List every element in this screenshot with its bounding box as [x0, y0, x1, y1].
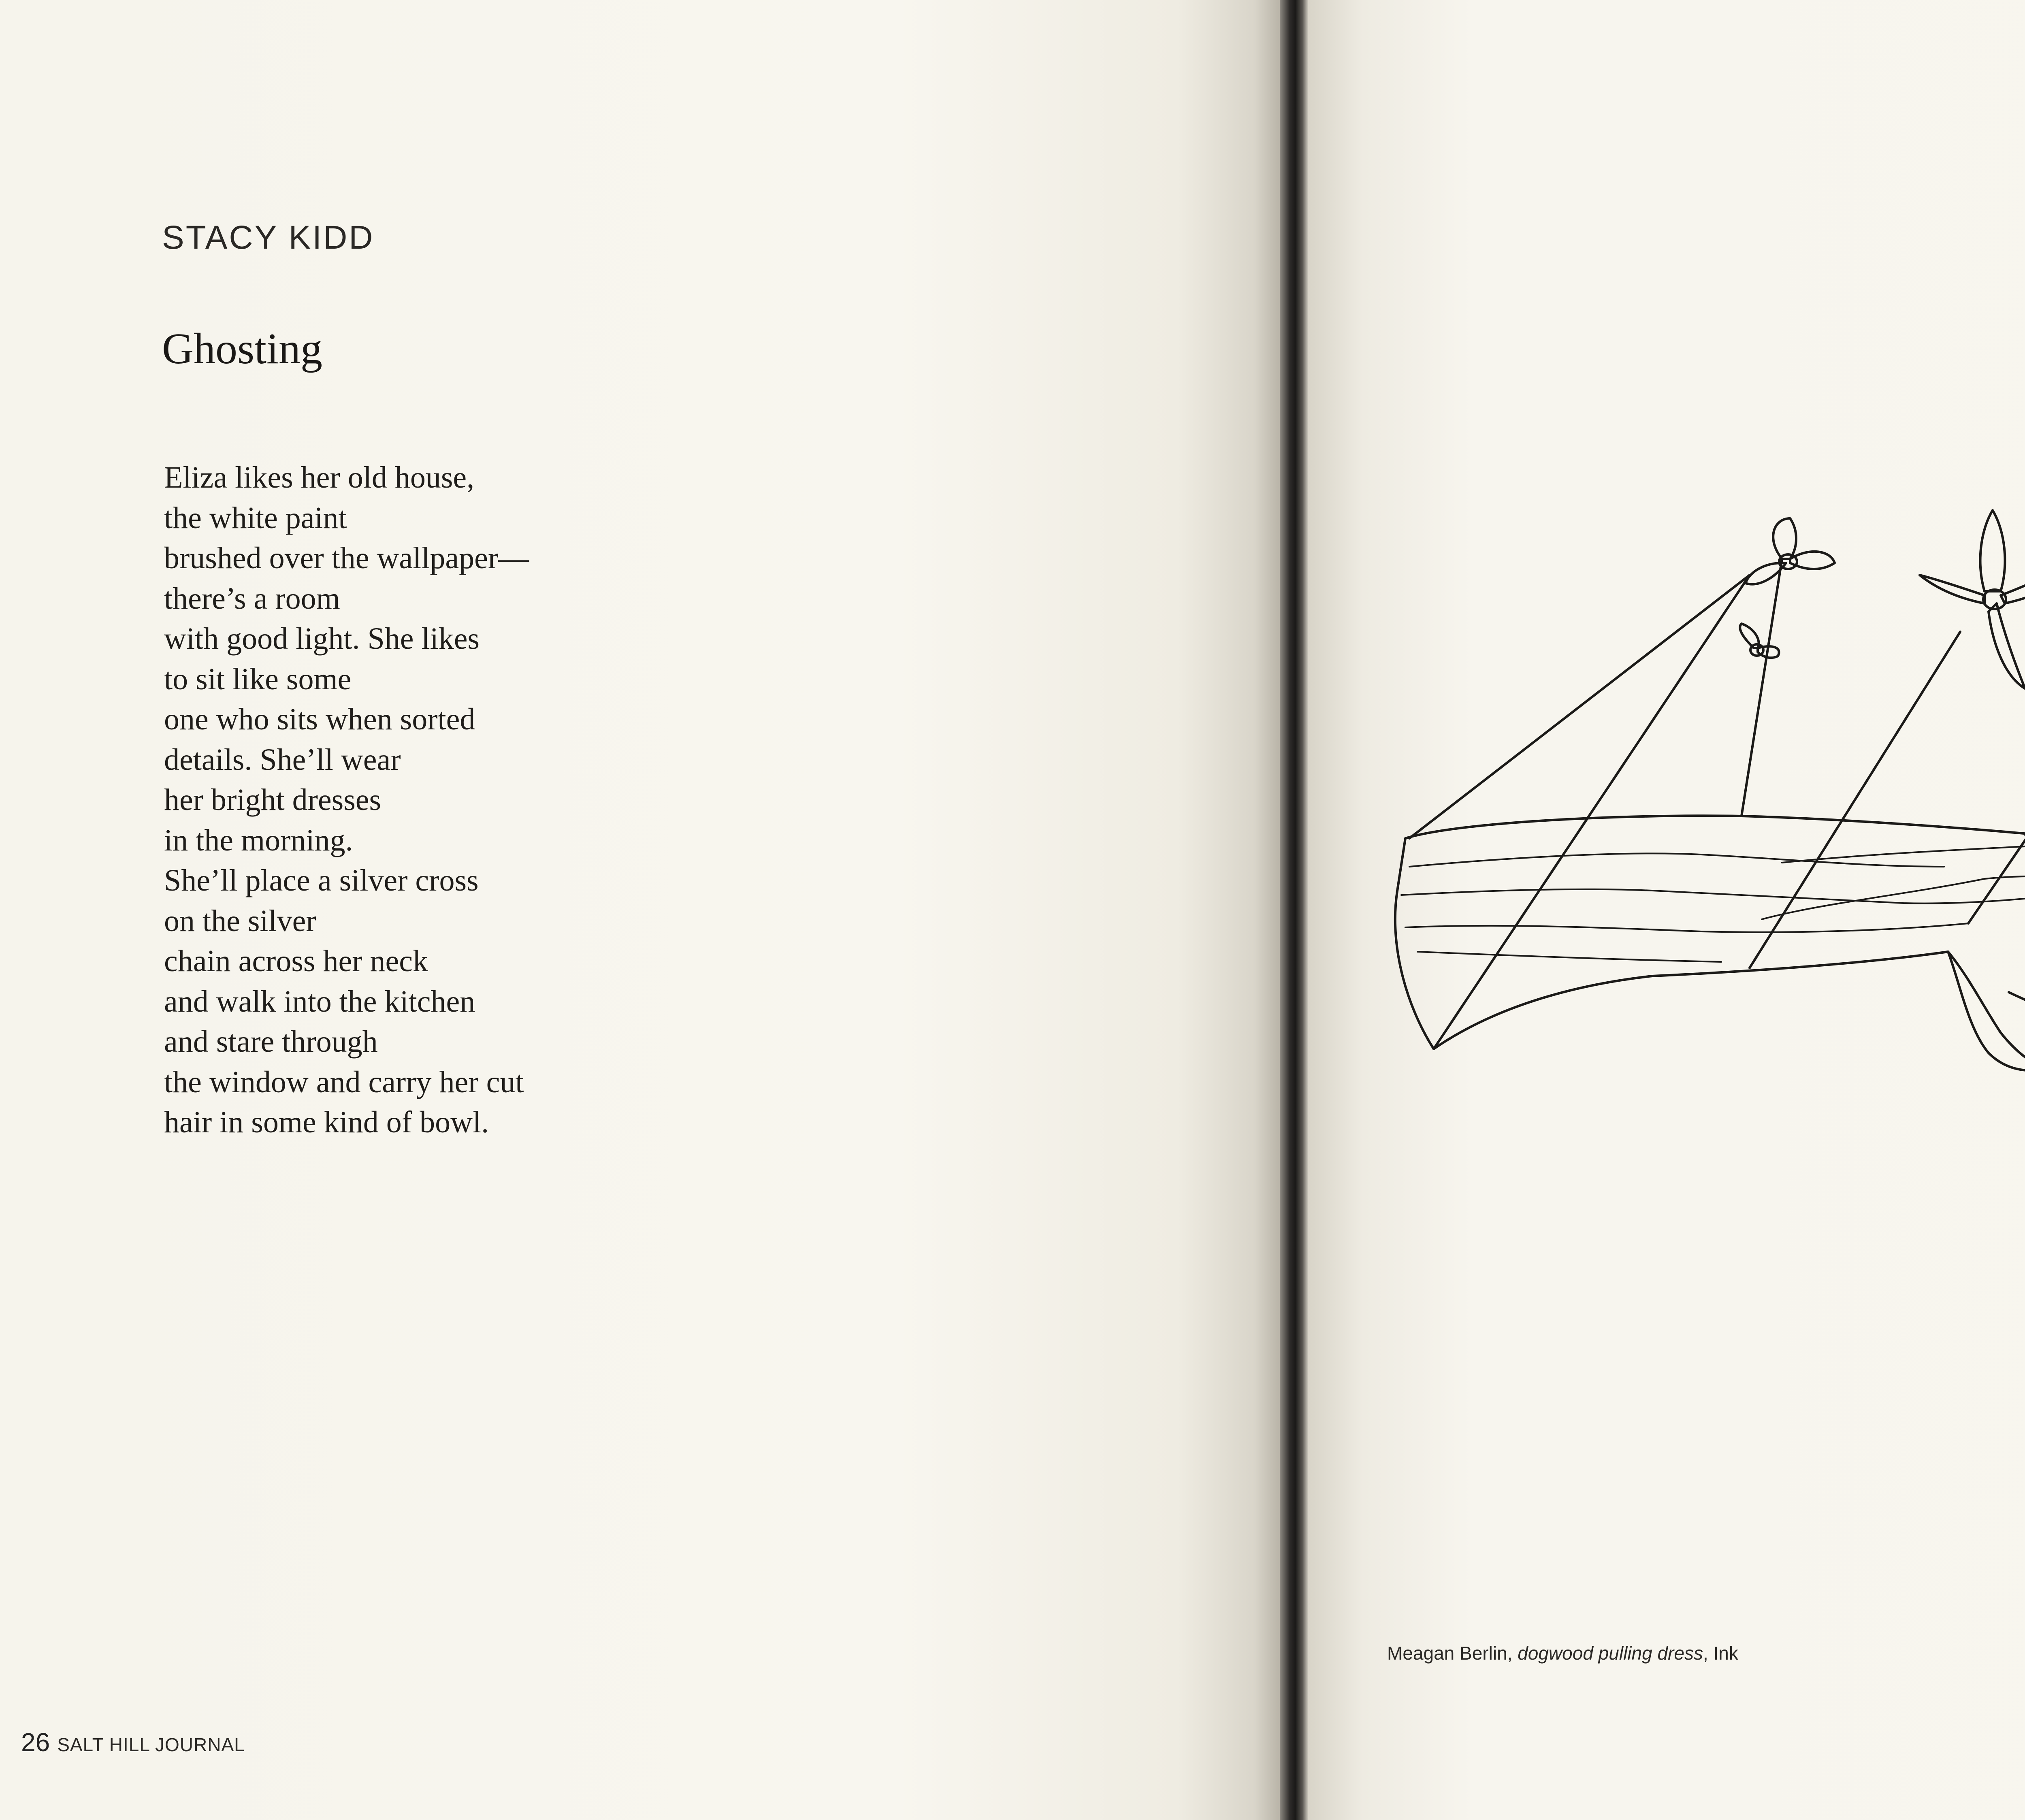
page-footer [21, 1727, 245, 1757]
poem-line: with good light. She likes [164, 622, 480, 656]
poem-line: to sit like some [164, 662, 352, 696]
poem-title: Ghosting [162, 325, 323, 373]
string-line [1750, 632, 1960, 968]
dogwood-flower [1740, 624, 1779, 658]
poem-line: brushed over the wallpaper— [164, 541, 529, 575]
string-line [1968, 603, 2025, 923]
poem-line: and walk into the kitchen [164, 984, 475, 1019]
string-line [1409, 575, 1750, 838]
poem-line: her bright dresses [164, 783, 382, 817]
dress-fold [1418, 952, 1721, 962]
caption-artist: Meagan Berlin, [1387, 1643, 1518, 1664]
poem-body [164, 458, 529, 1143]
poem-line: chain across her neck [164, 944, 428, 978]
page-number: 26 [21, 1728, 50, 1757]
dress-fold [1405, 923, 1968, 932]
poem-line: the window and carry her cut [164, 1065, 524, 1099]
journal-name: SALT HILL JOURNAL [57, 1734, 245, 1755]
string-line [1434, 575, 1750, 1049]
poem-line: She’ll place a silver cross [164, 863, 479, 897]
string-line [1742, 559, 1782, 816]
poem-line: in the morning. [164, 823, 353, 857]
caption-medium: , Ink [1703, 1643, 1738, 1664]
poem-line: there’s a room [164, 581, 340, 616]
dogwood-flower [1920, 510, 2025, 688]
poem-line: Eliza likes her old house, [164, 460, 475, 494]
book-gutter [1280, 0, 1308, 1820]
poem-line: the white paint [164, 501, 347, 535]
poem-line: and stare through [164, 1025, 378, 1059]
poem-line: on the silver [164, 904, 316, 938]
poem-line: one who sits when sorted [164, 702, 475, 736]
dress-outline [1395, 798, 2025, 1071]
poem-line: details. She’ll wear [164, 742, 401, 777]
ink-drawing-illustration [1336, 385, 2025, 1255]
dress-fold [1401, 887, 2025, 904]
dogwood-flower [1746, 518, 1835, 584]
caption-work-title: dogwood pulling dress [1518, 1643, 1703, 1664]
poem-line: hair in some kind of bowl. [164, 1105, 489, 1139]
author-name: STACY KIDD [162, 219, 375, 256]
artwork-caption [1387, 1642, 1738, 1664]
